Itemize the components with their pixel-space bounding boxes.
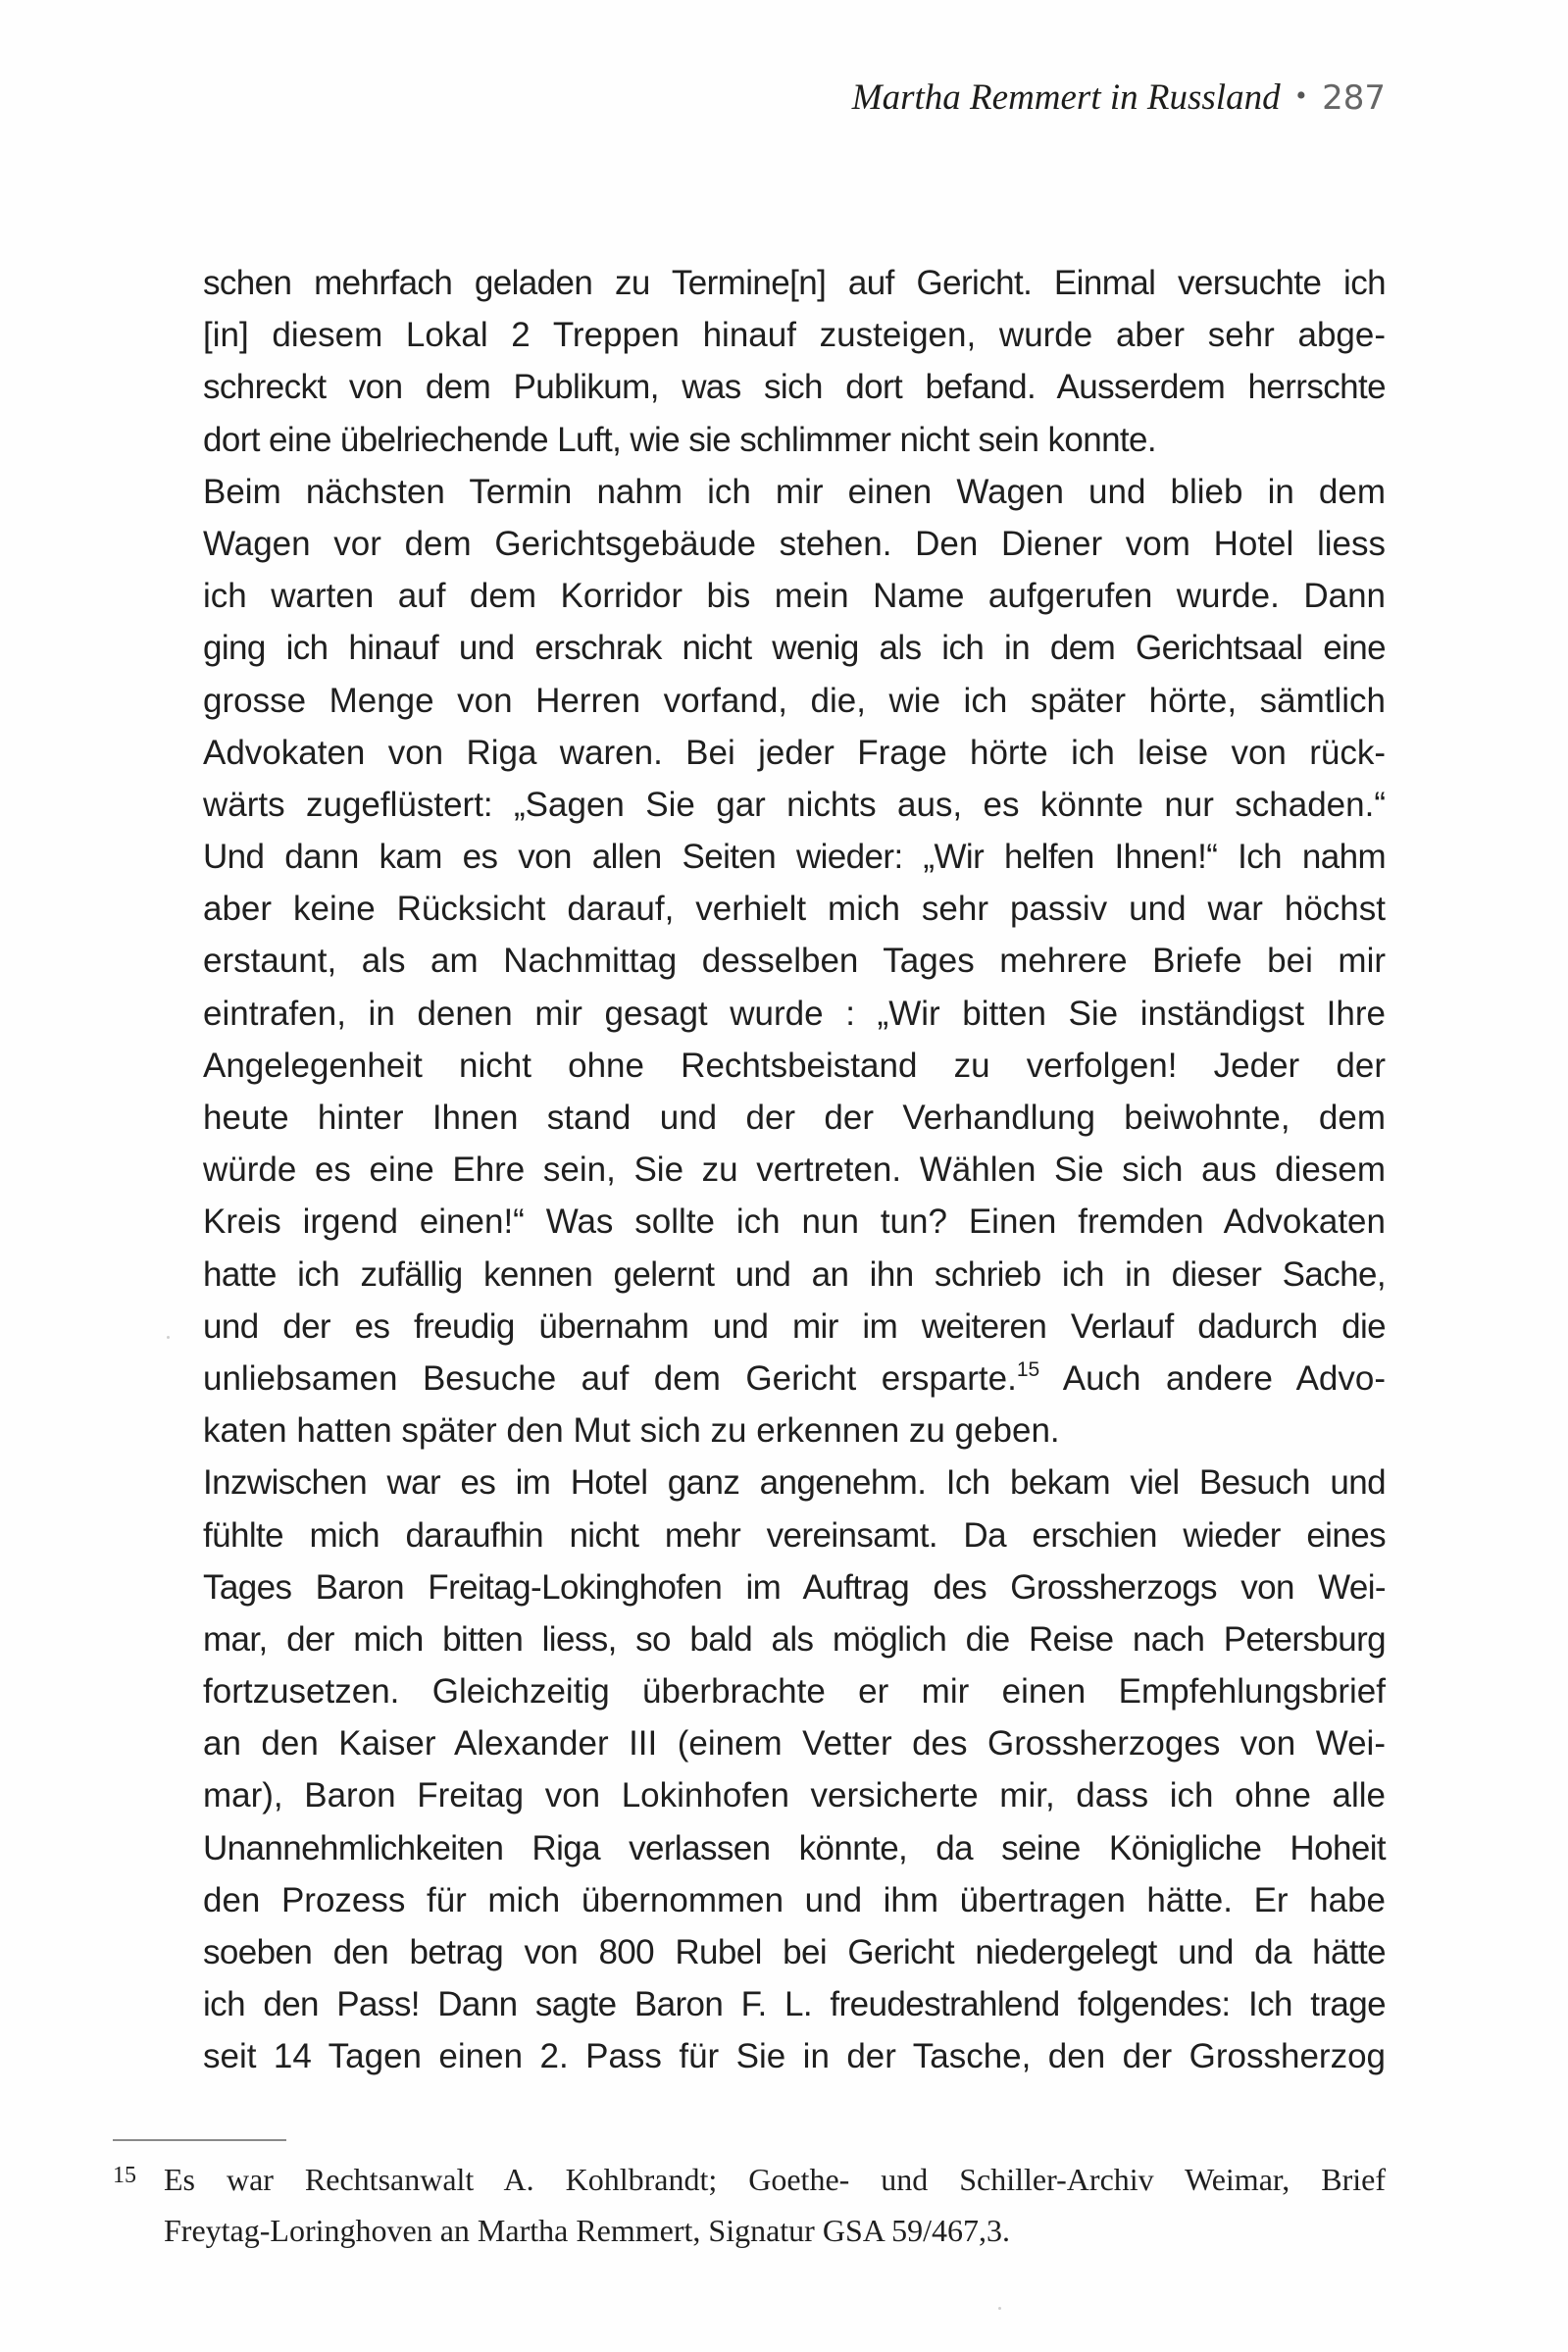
text-line (203, 1353, 1386, 1405)
text-line-content: erstaunt, als am Nachmittag desselben Tages mehrere Briefe bei mir (203, 942, 1386, 981)
text-line-content: dort eine übelriechende Luft, wie sie schlimmer nicht sein konnte. (203, 420, 1157, 459)
text-line-content: und der es freudig übernahm und mir im weiteren Verlauf dadurch die (203, 1306, 1386, 1346)
text-line (203, 988, 1386, 1040)
text-line-content: fortzusetzen. Gleichzeitig überbrachte er mir einen Empfehlungsbrief (203, 1672, 1386, 1712)
footnote-reference[interactable]: 15 (1016, 1357, 1040, 1381)
text-line-content: Inzwischen war es im Hotel ganz angenehm. Ich bekam viel Besuch und (203, 1463, 1386, 1503)
text-line (203, 1405, 1386, 1457)
text-line (203, 1717, 1386, 1769)
text-line-content: den Prozess für mich übernommen und ihm übertragen hätte. Er habe (203, 1880, 1386, 1919)
text-line-content: fühlte mich daraufhin nicht mehr vereinsamt. Da erschien wieder eines (203, 1515, 1386, 1555)
footnote-line: Es war Rechtsanwalt A. Kohlbrandt; Goethe- und Schiller-Archiv Weimar, Brief (164, 2162, 1386, 2197)
bullet-separator-icon: • (1295, 79, 1307, 112)
footnotes-section (113, 2154, 1386, 2256)
text-line (203, 570, 1386, 622)
text-line (203, 883, 1386, 935)
page-number: 287 (1322, 78, 1386, 118)
text-line-content: schen mehrfach geladen zu Termine[n] auf Gericht. Einmal versuchte ich (203, 264, 1386, 302)
running-head (852, 77, 1386, 119)
text-line-content: Beim nächsten Termin nahm ich mir einen Wagen und blieb in dem (203, 472, 1386, 511)
text-line (203, 1249, 1386, 1301)
text-line-content: Auch andere Advo- (1039, 1358, 1386, 1398)
text-line-content: ich den Pass! Dann sagte Baron F. L. freudestrahlend folgendes: Ich trage (203, 1985, 1386, 2024)
text-line-content: mar, der mich bitten liess, so bald als möglich die Reise nach Petersburg (203, 1619, 1386, 1659)
scan-speck (998, 2307, 1001, 2310)
text-line-content: ich warten auf dem Korridor bis mein Name aufgerufen wurde. Dann (203, 577, 1386, 616)
text-line-content: Und dann kam es von allen Seiten wieder: „Wir helfen Ihnen!“ Ich nahm (203, 838, 1386, 877)
text-line (203, 466, 1386, 518)
text-line-content: Unannehmlichkeiten Riga verlassen könnte, da seine Königliche Hoheit (203, 1828, 1386, 1867)
text-line (203, 1092, 1386, 1144)
text-line-content: schreckt von dem Publikum, was sich dort befand. Ausserdem herrschte (203, 368, 1386, 407)
text-line-content: Angelegenheit nicht ohne Rechtsbeistand zu verfolgen! Jeder der (203, 1046, 1386, 1085)
text-line-content: würde es eine Ehre sein, Sie zu vertreten. Wählen Sie sich aus diesem (203, 1150, 1386, 1190)
text-line-content: unliebsamen Besuche auf dem Gericht ersparte. (203, 1358, 1017, 1398)
text-line (203, 1509, 1386, 1561)
scan-speck (167, 1336, 170, 1339)
text-line (203, 1196, 1386, 1248)
text-line (203, 622, 1386, 674)
text-line (203, 518, 1386, 570)
text-line (203, 414, 1386, 466)
text-line (203, 675, 1386, 727)
text-line (203, 1769, 1386, 1821)
text-line-content: grosse Menge von Herren vorfand, die, wie ich später hörte, sämtlich (203, 681, 1386, 720)
body-text (203, 257, 1386, 2083)
text-line (203, 1144, 1386, 1196)
text-line-content: Wagen vor dem Gerichtsgebäude stehen. Den Diener vom Hotel liess (203, 524, 1386, 563)
text-line (203, 257, 1386, 309)
footnote-line: Freytag-Loringhoven an Martha Remmert, Signatur GSA 59/467,3. (164, 2213, 1010, 2248)
text-line (203, 727, 1386, 779)
footnote (113, 2154, 1386, 2256)
text-line-content: wärts zugeflüstert: „Sagen Sie gar nichts aus, es könnte nur schaden.“ (203, 785, 1386, 824)
footnote-number: 15 (113, 2163, 136, 2188)
text-line-content: eintrafen, in denen mir gesagt wurde : „Wir bitten Sie inständigst Ihre (203, 994, 1386, 1033)
text-line (203, 1978, 1386, 2030)
footnote-divider (113, 2139, 286, 2141)
text-line-content: Kreis irgend einen!“ Was sollte ich nun tun? Einen fremden Advokaten (203, 1202, 1386, 1242)
text-line (203, 1926, 1386, 1978)
text-line (203, 1040, 1386, 1092)
text-line-content: seit 14 Tagen einen 2. Pass für Sie in der Tasche, den der Grossherzog (203, 2037, 1386, 2076)
text-line-content: Advokaten von Riga waren. Bei jeder Frage hörte ich leise von rück- (203, 733, 1386, 772)
text-line-content: ging ich hinauf und erschrak nicht wenig als ich in dem Gerichtsaal eine (203, 629, 1386, 668)
text-line-content: an den Kaiser Alexander III (einem Vetter des Grossherzoges von Wei- (203, 1724, 1386, 1764)
text-line (203, 2030, 1386, 2082)
text-line-content: mar), Baron Freitag von Lokinhofen versicherte mir, dass ich ohne alle (203, 1776, 1386, 1815)
text-line (203, 309, 1386, 361)
text-line-content: aber keine Rücksicht darauf, verhielt mich sehr passiv und war höchst (203, 890, 1386, 929)
text-line-content: soeben den betrag von 800 Rubel bei Gericht niedergelegt und da hätte (203, 1933, 1386, 1971)
text-line-content: heute hinter Ihnen stand und der der Verhandlung beiwohnte, dem (203, 1099, 1386, 1137)
text-line (203, 1822, 1386, 1874)
text-line (203, 1561, 1386, 1613)
text-line-content: [in] diesem Lokal 2 Treppen hinauf zusteigen, wurde aber sehr abge- (203, 316, 1386, 355)
text-line (203, 1457, 1386, 1508)
text-line (203, 1874, 1386, 1926)
text-line-content: Tages Baron Freitag-Lokinghofen im Auftrag des Grossherzogs von Wei- (203, 1567, 1386, 1607)
running-head-title: Martha Remmert in Russland (851, 77, 1281, 118)
text-line (203, 935, 1386, 987)
text-line-content: katen hatten später den Mut sich zu erkennen zu geben. (203, 1411, 1060, 1451)
text-line (203, 1613, 1386, 1665)
text-line (203, 1665, 1386, 1717)
text-line (203, 1301, 1386, 1353)
text-line (203, 831, 1386, 883)
text-line (203, 361, 1386, 413)
text-line (203, 779, 1386, 831)
text-line-content: hatte ich zufällig kennen gelernt und an ihn schrieb ich in dieser Sache, (203, 1254, 1386, 1294)
